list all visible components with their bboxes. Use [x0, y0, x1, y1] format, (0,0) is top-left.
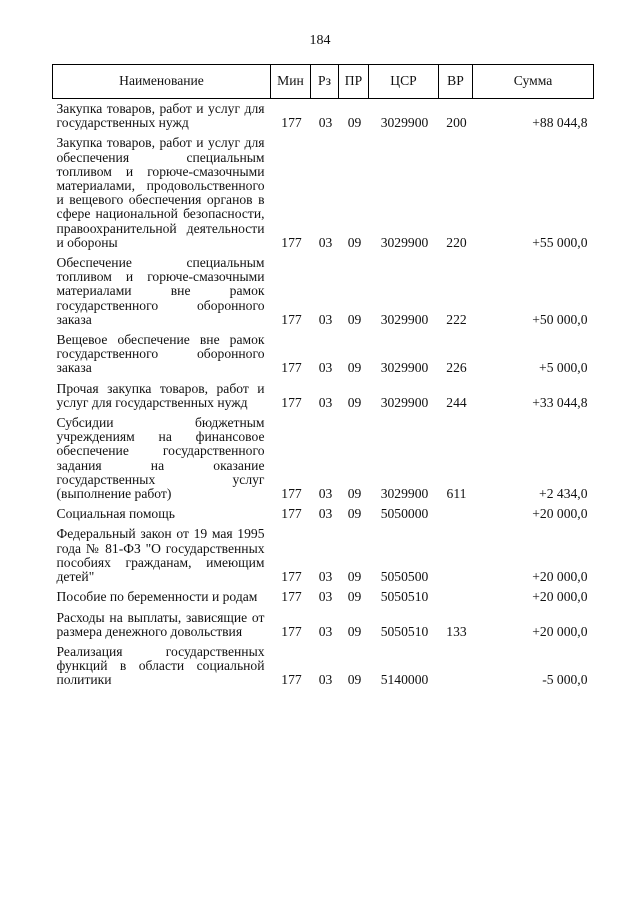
cell-name-text: Обеспечение специальным топливом и горюче-смазочными материалами вне рамок государственного оборонного заказа	[56, 255, 265, 327]
cell-sum: +5 000,0	[539, 360, 588, 376]
cell-name	[53, 330, 271, 379]
cell-csr: 3029900	[380, 394, 429, 410]
header-sum: Сумма	[473, 65, 594, 99]
cell-csr: 5050510	[380, 589, 429, 605]
cell-sum: +20 000,0	[532, 589, 588, 605]
cell-sum: +33 044,8	[532, 394, 588, 410]
cell-min: 177	[281, 115, 302, 131]
cell-rz: 03	[318, 506, 333, 522]
table-row	[53, 330, 594, 379]
cell-rz: 03	[318, 672, 333, 688]
header-pr: ПР	[339, 65, 369, 99]
cell-csr: 3029900	[380, 115, 429, 131]
cell-csr: 5050510	[380, 623, 429, 639]
cell-pr: 09	[347, 360, 362, 376]
cell-min: 177	[281, 234, 302, 250]
cell-csr: 5050500	[380, 569, 429, 585]
cell-csr: 3029900	[380, 234, 429, 250]
cell-min: 177	[281, 360, 302, 376]
cell-name-text: Прочая закупка товаров, работ и услуг для государственных нужд	[56, 380, 265, 410]
table-body	[53, 99, 594, 691]
cell-name	[53, 587, 271, 607]
table-row	[53, 608, 594, 642]
page-number: 184	[309, 33, 331, 48]
cell-rz: 03	[318, 311, 333, 327]
cell-rz: 03	[318, 623, 333, 639]
cell-name	[53, 608, 271, 642]
cell-pr: 09	[347, 589, 362, 605]
cell-name-text: Субсидии бюджетным учреждениям на финансовое обеспечение государственного задания на оказание государственных услуг (выполнение работ)	[56, 415, 265, 502]
table-row	[53, 524, 594, 587]
cell-vr: 133	[446, 623, 467, 639]
cell-csr: 5140000	[380, 672, 429, 688]
cell-csr: 5050000	[380, 506, 429, 522]
cell-rz: 03	[318, 234, 333, 250]
cell-pr: 09	[347, 115, 362, 131]
cell-name	[53, 413, 271, 504]
cell-vr: 220	[446, 234, 467, 250]
cell-name	[53, 524, 271, 587]
budget-table	[52, 64, 594, 691]
cell-pr: 09	[347, 623, 362, 639]
cell-csr: 3029900	[380, 311, 429, 327]
cell-min: 177	[281, 623, 302, 639]
cell-vr: 222	[446, 311, 467, 327]
cell-rz: 03	[318, 486, 333, 502]
header-name: Наименование	[53, 65, 271, 99]
table-header-row	[53, 65, 594, 99]
table-row	[53, 379, 594, 413]
cell-rz: 03	[318, 394, 333, 410]
table-row	[53, 99, 594, 134]
cell-name-text: Федеральный закон от 19 мая 1995 года № 81-ФЗ "О государственных пособиях гражданам, имеющим детей"	[56, 526, 265, 585]
cell-pr: 09	[347, 569, 362, 585]
cell-name-text: Закупка товаров, работ и услуг для государственных нужд	[56, 101, 265, 131]
table-row	[53, 587, 594, 607]
cell-min: 177	[281, 589, 302, 605]
cell-rz: 03	[318, 569, 333, 585]
cell-name-text: Расходы на выплаты, зависящие от размера денежного довольствия	[56, 609, 265, 639]
cell-min: 177	[281, 486, 302, 502]
cell-rz: 03	[318, 360, 333, 376]
table-row	[53, 642, 594, 691]
cell-vr	[439, 642, 473, 691]
cell-name	[53, 133, 271, 253]
cell-name-text: Пособие по беременности и родам	[56, 589, 258, 605]
cell-vr	[439, 504, 473, 524]
header-rz: Рз	[311, 65, 339, 99]
cell-name-text: Закупка товаров, работ и услуг для обеспечения специальным топливом и горюче-смазочными материалами, продовольственного и вещевого обеспечения органов в сфере национальной безопасности, правоохранительной деятельности и обороны	[56, 135, 265, 250]
cell-vr: 200	[446, 115, 467, 131]
cell-sum: -5 000,0	[542, 672, 588, 688]
cell-name	[53, 504, 271, 524]
cell-sum: +88 044,8	[532, 115, 588, 131]
cell-rz: 03	[318, 115, 333, 131]
cell-sum: +2 434,0	[539, 486, 588, 502]
header-vr: ВР	[439, 65, 473, 99]
table-row	[53, 253, 594, 330]
cell-pr: 09	[347, 506, 362, 522]
cell-min: 177	[281, 672, 302, 688]
cell-vr	[439, 524, 473, 587]
cell-rz: 03	[318, 589, 333, 605]
header-csr: ЦСР	[369, 65, 439, 99]
cell-min: 177	[281, 311, 302, 327]
cell-vr	[439, 587, 473, 607]
cell-sum: +50 000,0	[532, 311, 588, 327]
cell-pr: 09	[347, 311, 362, 327]
cell-vr: 226	[446, 360, 467, 376]
table-row	[53, 413, 594, 504]
cell-csr: 3029900	[380, 486, 429, 502]
cell-name-text: Реализация государственных функций в области социальной политики	[56, 643, 265, 688]
cell-name-text: Социальная помощь	[56, 506, 175, 522]
header-min: Мин	[271, 65, 311, 99]
cell-sum: +55 000,0	[532, 234, 588, 250]
cell-sum: +20 000,0	[532, 623, 588, 639]
cell-min: 177	[281, 506, 302, 522]
cell-csr: 3029900	[380, 360, 429, 376]
cell-name	[53, 642, 271, 691]
cell-pr: 09	[347, 394, 362, 410]
cell-pr: 09	[347, 234, 362, 250]
cell-name	[53, 379, 271, 413]
cell-name-text: Вещевое обеспечение вне рамок государственного оборонного заказа	[56, 332, 265, 376]
cell-vr: 611	[446, 486, 467, 502]
cell-pr: 09	[347, 486, 362, 502]
cell-vr: 244	[446, 394, 467, 410]
table-row	[53, 504, 594, 524]
cell-name	[53, 99, 271, 134]
cell-sum: +20 000,0	[532, 569, 588, 585]
cell-min: 177	[281, 569, 302, 585]
cell-min: 177	[281, 394, 302, 410]
cell-sum: +20 000,0	[532, 506, 588, 522]
cell-pr: 09	[347, 672, 362, 688]
cell-name	[53, 253, 271, 330]
table-row	[53, 133, 594, 253]
